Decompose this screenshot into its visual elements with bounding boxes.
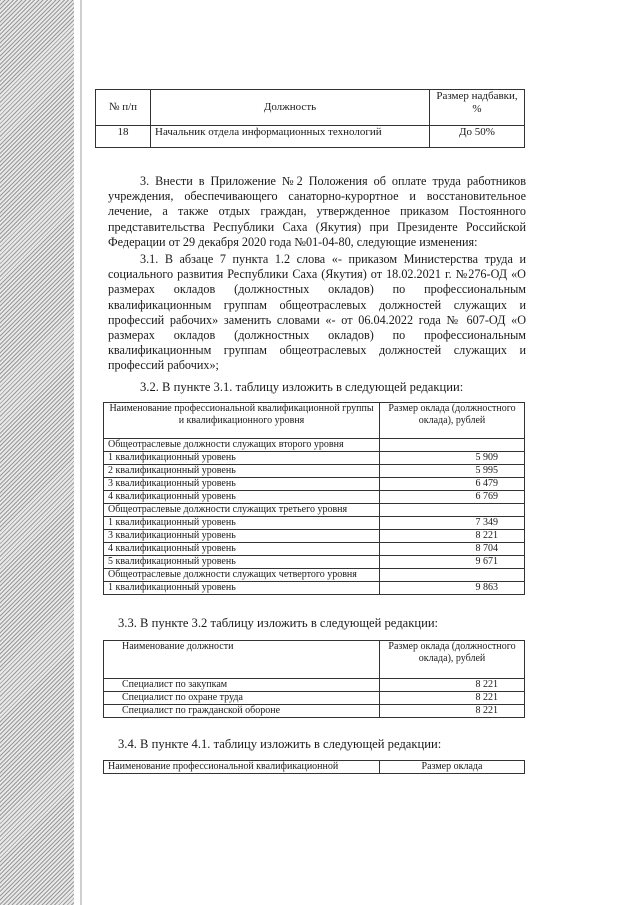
salary-cell <box>380 439 525 452</box>
name-cell: 4 квалификационный уровень <box>104 491 380 504</box>
table-row <box>104 465 525 478</box>
row-position: Начальник отдела информационных технологий <box>151 126 430 148</box>
table-header-row <box>104 761 525 774</box>
col-header-group: Наименование профессиональной квалификационной <box>104 761 380 774</box>
table-row <box>104 556 525 569</box>
table-row <box>96 126 525 148</box>
table-row <box>104 679 525 692</box>
name-cell: 1 квалификационный уровень <box>104 452 380 465</box>
heading-3-4: 3.4. В пункте 4.1. таблицу изложить в следующей редакции: <box>118 737 442 751</box>
salary-cell: 9 671 <box>380 556 525 569</box>
group-name-cell: Общеотраслевые должности служащих четвертого уровня <box>104 569 380 582</box>
salary-table-professional <box>103 760 525 774</box>
name-cell: 5 квалификационный уровень <box>104 556 380 569</box>
salary-cell: 8 221 <box>380 530 525 543</box>
paragraph-3-1: 3.1. В абзаце 7 пункта 1.2 слова «- приказом Министерства труда и социального развития Республики Саха (Якутия) от 18.02.2021 г. №276-ОД «О размерах окладов (должностных окладов) по профессиональным квалификационным группам общеотраслевых должностей служащих и профессий рабочих» заменить словами «- от 06.04.2022 года № 607-ОД «О размерах окладов (должностных окладов) по профессиональным квалификационным группам общеотраслевых должностей служащих и профессий рабочих»; <box>108 252 526 373</box>
heading-3-3: 3.3. В пункте 3.2 таблицу изложить в следующей редакции: <box>118 616 439 630</box>
table-group-row <box>104 569 525 582</box>
paragraph-3: 3. Внести в Приложение №2 Положения об оплате труда работников учреждения, обеспечивающего санаторно-курортное и восстановительное лечение, а также отдых граждан, утвержденное приказом Постоянного представительства Республики Саха (Якутия) при Президенте Российской Федерации от 29 декабря 2020 года №01-04-80, следующие изменения: <box>108 174 526 249</box>
group-name-cell: Общеотраслевые должности служащих третьего уровня <box>104 504 380 517</box>
name-cell: Специалист по гражданской обороне <box>104 705 380 718</box>
row-number: 18 <box>96 126 151 148</box>
name-cell: 4 квалификационный уровень <box>104 543 380 556</box>
name-cell: Специалист по закупкам <box>104 679 380 692</box>
row-allowance: До 50% <box>430 126 525 148</box>
salary-cell <box>380 569 525 582</box>
name-cell: 3 квалификационный уровень <box>104 478 380 491</box>
table-row <box>104 491 525 504</box>
allowance-table <box>95 89 525 148</box>
salary-cell: 6 769 <box>380 491 525 504</box>
salary-cell: 6 479 <box>380 478 525 491</box>
col-header-salary: Размер оклада (должностного оклада), рублей <box>380 403 525 439</box>
header-text: Наименование должности <box>122 641 234 652</box>
name-cell: 3 квалификационный уровень <box>104 530 380 543</box>
salary-cell <box>380 504 525 517</box>
table-row <box>104 543 525 556</box>
name-cell: 1 квалификационный уровень <box>104 582 380 595</box>
col-header-allowance: Размер надбавки, % <box>430 90 525 126</box>
salary-cell: 8 221 <box>380 705 525 718</box>
salary-cell: 5 909 <box>380 452 525 465</box>
salary-cell: 8 221 <box>380 679 525 692</box>
table-row <box>104 530 525 543</box>
table-header-row <box>104 403 525 439</box>
name-cell: 2 квалификационный уровень <box>104 465 380 478</box>
col-header-group: Наименование профессиональной квалификационной группы и квалификационного уровня <box>104 403 380 439</box>
salary-cell: 8 704 <box>380 543 525 556</box>
table-group-row <box>104 439 525 452</box>
salary-table-qualification <box>103 402 525 595</box>
col-header-salary: Размер оклада <box>380 761 525 774</box>
salary-cell: 7 349 <box>380 517 525 530</box>
scan-edge-texture <box>0 0 74 905</box>
heading-3-2: 3.2. В пункте 3.1. таблицу изложить в следующей редакции: <box>140 380 464 394</box>
table-row <box>104 692 525 705</box>
col-header-position: Должность <box>151 90 430 126</box>
group-name-cell: Общеотраслевые должности служащих второго уровня <box>104 439 380 452</box>
col-header-position <box>104 641 380 679</box>
salary-cell: 5 995 <box>380 465 525 478</box>
scan-edge-line <box>80 0 82 905</box>
table-row <box>104 517 525 530</box>
name-cell: 1 квалификационный уровень <box>104 517 380 530</box>
table-header-row <box>104 641 525 679</box>
name-cell: Специалист по охране труда <box>104 692 380 705</box>
salary-cell: 9 863 <box>380 582 525 595</box>
table-header-row <box>96 90 525 126</box>
table-row <box>104 478 525 491</box>
col-header-salary: Размер оклада (должностного оклада), рублей <box>380 641 525 679</box>
table-group-row <box>104 504 525 517</box>
salary-table-positions <box>103 640 525 718</box>
table-row <box>104 582 525 595</box>
salary-cell: 8 221 <box>380 692 525 705</box>
table-row <box>104 705 525 718</box>
col-header-number: № п/п <box>96 90 151 126</box>
table-row <box>104 452 525 465</box>
